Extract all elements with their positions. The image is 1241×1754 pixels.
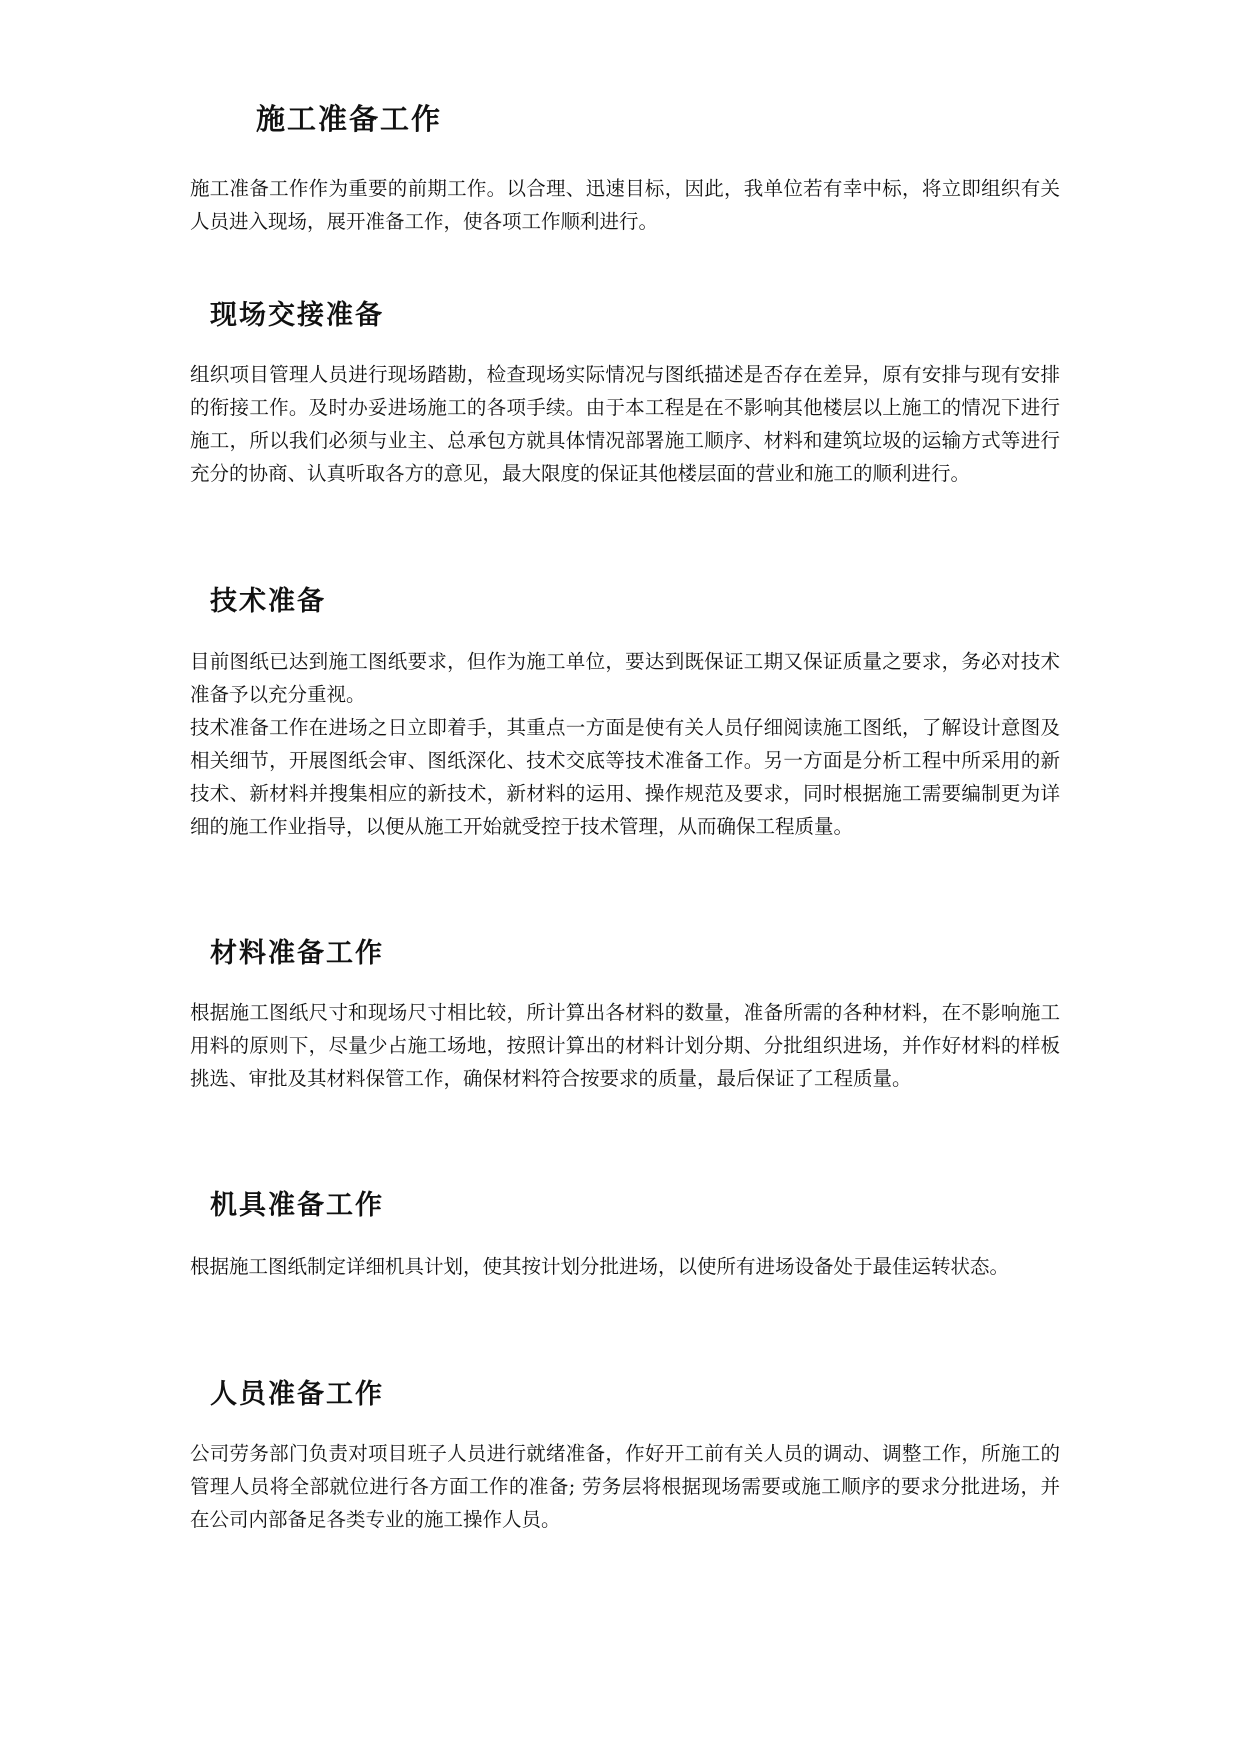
- section-heading-technical: 技术准备: [210, 586, 326, 617]
- section-heading-equipment: 机具准备工作: [210, 1190, 384, 1221]
- site-handover-paragraph: 组织项目管理人员进行现场踏勘，检查现场实际情况与图纸描述是否存在差异，原有安排与现有安排的衔接工作。及时办妥进场施工的各项手续。由于本工程是在不影响其他楼层以上施工的情况下进行施工，所以我们必须与业主、总承包方就具体情况部署施工顺序、材料和建筑垃圾的运输方式等进行充分的协商、认真听取各方的意见，最大限度的保证其他楼层面的营业和施工的顺利进行。: [190, 363, 1060, 485]
- page-title: 施工准备工作: [256, 102, 443, 136]
- section-heading-materials: 材料准备工作: [210, 938, 384, 969]
- personnel-paragraph: 公司劳务部门负责对项目班子人员进行就绪准备，作好开工前有关人员的调动、调整工作，所施工的管理人员将全部就位进行各方面工作的准备; 劳务层将根据现场需要或施工顺序的要求分批进场，并在公司内部备足各类专业的施工操作人员。: [190, 1442, 1060, 1531]
- technical-paragraph-1: 目前图纸已达到施工图纸要求，但作为施工单位，要达到既保证工期又保证质量之要求，务必对技术准备予以充分重视。: [190, 650, 1060, 706]
- materials-paragraph: 根据施工图纸尺寸和现场尺寸相比较，所计算出各材料的数量，准备所需的各种材料，在不影响施工用料的原则下，尽量少占施工场地，按照计算出的材料计划分期、分批组织进场，并作好材料的样板挑选、审批及其材料保管工作，确保材料符合按要求的质量，最后保证了工程质量。: [190, 1001, 1060, 1090]
- equipment-paragraph: 根据施工图纸制定详细机具计划，使其按计划分批进场，以使所有进场设备处于最佳运转状态。: [190, 1255, 1010, 1278]
- technical-paragraph-2: 技术准备工作在进场之日立即着手，其重点一方面是使有关人员仔细阅读施工图纸，了解设计意图及相关细节，开展图纸会审、图纸深化、技术交底等技术准备工作。另一方面是分析工程中所采用的新技术、新材料并搜集相应的新技术，新材料的运用、操作规范及要求，同时根据施工需要编制更为详细的施工作业指导，以便从施工开始就受控于技术管理，从而确保工程质量。: [190, 716, 1060, 838]
- section-heading-site-handover: 现场交接准备: [210, 300, 384, 331]
- section-heading-personnel: 人员准备工作: [210, 1379, 384, 1410]
- intro-paragraph: 施工准备工作作为重要的前期工作。以合理、迅速目标，因此，我单位若有幸中标，将立即组织有关人员进入现场，展开准备工作，使各项工作顺利进行。: [190, 177, 1060, 233]
